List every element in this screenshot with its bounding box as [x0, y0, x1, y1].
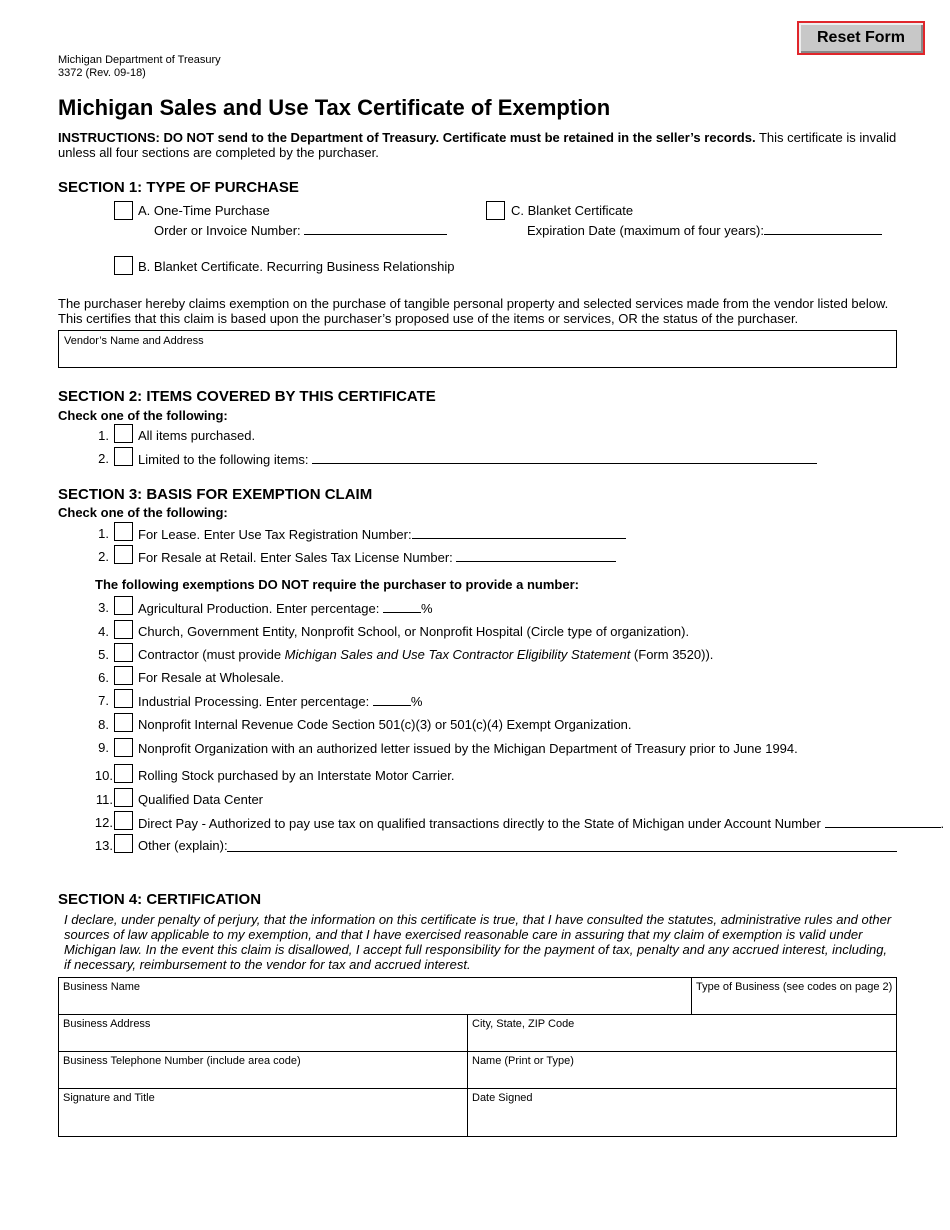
other-explain-field[interactable] — [227, 850, 897, 852]
business-name-field[interactable] — [58, 977, 692, 1015]
recurring-blanket-checkbox[interactable] — [114, 256, 133, 275]
direct-pay-row — [138, 815, 944, 831]
agricultural-row — [138, 600, 433, 616]
blanket-certificate-checkbox[interactable] — [486, 201, 505, 220]
nonprofit-letter-checkbox[interactable] — [114, 738, 133, 757]
department-name: Michigan Department of Treasury — [58, 54, 221, 66]
rolling-stock-label: Rolling Stock purchased by an Interstate Motor Carrier. — [138, 768, 455, 783]
resale-retail-row — [138, 549, 616, 565]
order-number-row — [154, 222, 447, 238]
for-lease-label: For Lease. Enter Use Tax Registration Number: — [138, 527, 412, 542]
all-items-label: All items purchased. — [138, 428, 256, 443]
type-of-business-label: Type of Business (see codes on page 2) — [696, 981, 893, 993]
limited-items-label: Limited to the following items: — [138, 452, 309, 467]
order-number-field[interactable] — [304, 222, 447, 235]
form-number: 3372 (Rev. 09-18) — [58, 67, 146, 79]
for-lease-row — [138, 526, 626, 542]
contractor-statement-title: Michigan Sales and Use Tax Contractor Eligibility Statement — [284, 647, 631, 662]
certification-declaration: I declare, under penalty of perjury, that the information on this certificate is true, that I have consulted the statutes, administrative rules and other sources of law applicable to my exemption, and that I have exercised reasonable care in assuring that my claim of exemption is valid under Michigan law. In the event this claim is disallowed, I accept full responsibility for the payment of tax, penalty and any accrued interest, including, if necessary, reimbursement to the vendor for tax and accrued interest. — [64, 912, 892, 972]
s3-item12-num: 12. — [94, 815, 113, 830]
nonprofit-501c-checkbox[interactable] — [114, 713, 133, 732]
section1-heading: SECTION 1: TYPE OF PURCHASE — [58, 179, 299, 196]
resale-retail-label: For Resale at Retail. Enter Sales Tax License Number: — [138, 550, 453, 565]
expiration-date-field[interactable] — [764, 222, 882, 235]
s3-item2-num: 2. — [98, 549, 109, 564]
expiration-date-row — [527, 222, 882, 238]
signature-title-field[interactable] — [58, 1088, 468, 1137]
s3-item8-num: 8. — [98, 717, 109, 732]
nonprofit-501c-label: Nonprofit Internal Revenue Code Section 501(c)(3) or 501(c)(4) Exempt Organization. — [138, 717, 632, 732]
church-government-checkbox[interactable] — [114, 620, 133, 639]
limited-items-field[interactable] — [312, 451, 817, 464]
business-phone-label: Business Telephone Number (include area code) — [63, 1055, 301, 1067]
s3-item1-num: 1. — [98, 526, 109, 541]
date-signed-field[interactable] — [467, 1088, 897, 1137]
vendor-name-address-field[interactable] — [58, 330, 897, 368]
name-print-field[interactable] — [467, 1051, 897, 1089]
one-time-purchase-label: A. One-Time Purchase — [138, 203, 270, 218]
business-address-label: Business Address — [63, 1018, 151, 1030]
section2-check-one: Check one of the following: — [58, 408, 228, 423]
direct-pay-account-field[interactable] — [825, 815, 941, 828]
s3-item7-num: 7. — [98, 693, 109, 708]
order-number-label: Order or Invoice Number: — [154, 223, 301, 238]
s3-item13-num: 13. — [94, 838, 113, 853]
s3-item9-num: 9. — [98, 740, 109, 755]
section3-check-one: Check one of the following: — [58, 505, 228, 520]
contractor-text-post: (Form 3520)). — [630, 647, 714, 662]
industrial-processing-row — [138, 693, 422, 709]
type-of-business-field[interactable] — [691, 977, 897, 1015]
instructions-rest: This certificate is invalid unless all four sections are completed by the purchaser. — [58, 130, 897, 160]
name-print-label: Name (Print or Type) — [472, 1055, 574, 1067]
business-address-field[interactable] — [58, 1014, 468, 1052]
date-signed-label: Date Signed — [472, 1092, 533, 1104]
city-state-zip-label: City, State, ZIP Code — [472, 1018, 575, 1030]
s2-item1-num: 1. — [98, 428, 109, 443]
s2-item2-num: 2. — [98, 451, 109, 466]
data-center-checkbox[interactable] — [114, 788, 133, 807]
nonprofit-letter-label: Nonprofit Organization with an authorized letter issued by the Michigan Department of Treasury prior to June 1994. — [138, 741, 798, 756]
s3-item10-num: 10. — [94, 768, 113, 783]
resale-wholesale-label: For Resale at Wholesale. — [138, 670, 284, 685]
vendor-name-address-label: Vendor’s Name and Address — [64, 335, 204, 347]
expiration-date-label: Expiration Date (maximum of four years): — [527, 223, 764, 238]
industrial-percent-field[interactable] — [373, 693, 411, 706]
s3-item6-num: 6. — [98, 670, 109, 685]
direct-pay-label: Direct Pay - Authorized to pay use tax on qualified transactions directly to the State of Michigan under Account Number — [138, 816, 821, 831]
agricultural-checkbox[interactable] — [114, 596, 133, 615]
resale-retail-checkbox[interactable] — [114, 545, 133, 564]
for-lease-checkbox[interactable] — [114, 522, 133, 541]
agricultural-label: Agricultural Production. Enter percentage: — [138, 601, 380, 616]
signature-title-label: Signature and Title — [63, 1092, 155, 1104]
industrial-percent-sign: % — [410, 694, 423, 709]
s3-item3-num: 3. — [98, 600, 109, 615]
contractor-label — [138, 647, 713, 662]
contractor-text-pre: Contractor (must provide — [138, 647, 285, 662]
contractor-checkbox[interactable] — [114, 643, 133, 662]
industrial-processing-label: Industrial Processing. Enter percentage: — [138, 694, 370, 709]
instructions — [58, 130, 898, 160]
rolling-stock-checkbox[interactable] — [114, 764, 133, 783]
recurring-blanket-label: B. Blanket Certificate. Recurring Business Relationship — [138, 259, 455, 274]
church-government-label: Church, Government Entity, Nonprofit School, or Nonprofit Hospital (Circle type of organization). — [138, 624, 690, 639]
agricultural-percent-field[interactable] — [383, 600, 421, 613]
direct-pay-period: . — [940, 816, 945, 831]
use-tax-registration-field[interactable] — [412, 526, 626, 539]
other-label: Other (explain): — [138, 838, 228, 853]
s3-item5-num: 5. — [98, 647, 109, 662]
direct-pay-checkbox[interactable] — [114, 811, 133, 830]
page-title: Michigan Sales and Use Tax Certificate of Exemption — [58, 95, 611, 120]
limited-items-checkbox[interactable] — [114, 447, 133, 466]
blanket-certificate-label: C. Blanket Certificate — [511, 203, 634, 218]
one-time-purchase-checkbox[interactable] — [114, 201, 133, 220]
sales-tax-license-field[interactable] — [456, 549, 616, 562]
s3-item4-num: 4. — [98, 624, 109, 639]
claim-text: The purchaser hereby claims exemption on the purchase of tangible personal property and selected services made from the vendor listed below. This certifies that this claim is based upon the purchaser’s proposed use of the items or services, OR the status of the purchaser. — [58, 296, 889, 326]
section3-heading: SECTION 3: BASIS FOR EXEMPTION CLAIM — [58, 486, 373, 503]
agricultural-percent-sign: % — [420, 601, 433, 616]
data-center-label: Qualified Data Center — [138, 792, 264, 807]
city-state-zip-field[interactable] — [467, 1014, 897, 1052]
other-checkbox[interactable] — [114, 834, 133, 853]
business-name-label: Business Name — [63, 981, 141, 993]
limited-items-row — [138, 451, 817, 467]
business-phone-field[interactable] — [58, 1051, 468, 1089]
section2-heading: SECTION 2: ITEMS COVERED BY THIS CERTIFICATE — [58, 388, 436, 405]
resale-wholesale-checkbox[interactable] — [114, 666, 133, 685]
s3-item11-num: 11. — [95, 792, 113, 807]
industrial-processing-checkbox[interactable] — [114, 689, 133, 708]
section4-heading: SECTION 4: CERTIFICATION — [58, 891, 262, 908]
instructions-bold: INSTRUCTIONS: DO NOT send to the Department of Treasury. Certificate must be retained in the seller’s records. — [58, 130, 756, 145]
all-items-checkbox[interactable] — [114, 424, 133, 443]
no-number-note: The following exemptions DO NOT require the purchaser to provide a number: — [95, 577, 579, 592]
reset-form-button[interactable]: Reset Form — [797, 21, 925, 55]
